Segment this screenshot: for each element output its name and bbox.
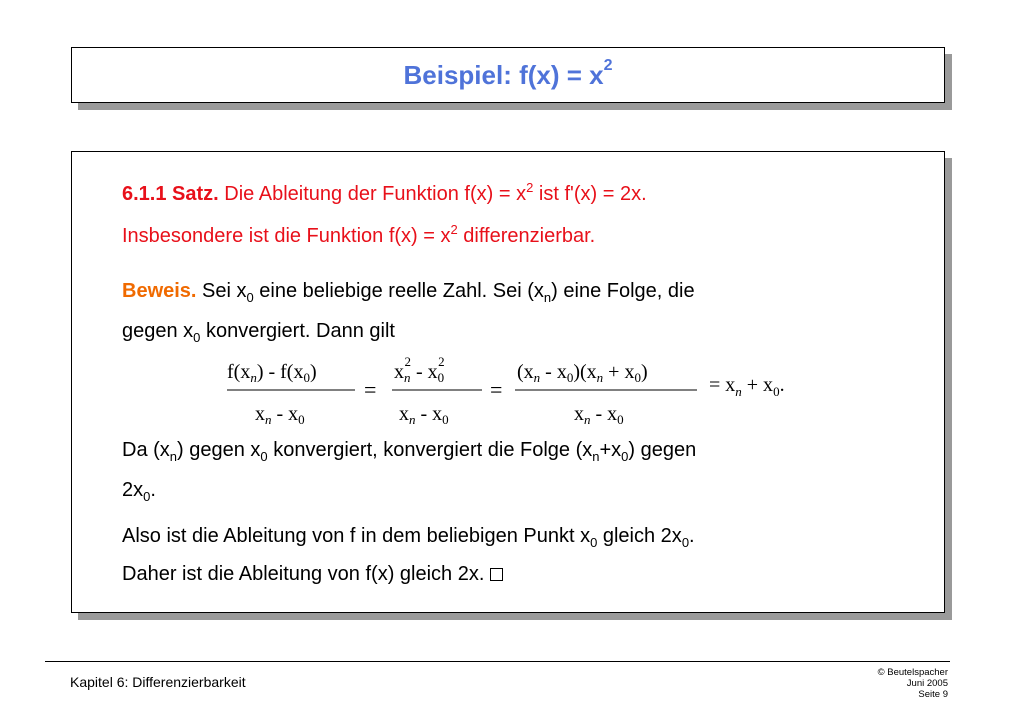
satz-text: differenzierbar. xyxy=(457,225,596,247)
subscript: 0 xyxy=(260,449,268,464)
formula-glyph: f(x xyxy=(227,361,251,383)
subscript: n xyxy=(592,449,600,464)
conclusion-line-4 xyxy=(122,562,503,586)
difference-quotient-formula xyxy=(227,350,697,430)
text: gegen x xyxy=(122,320,194,342)
subscript: 0 xyxy=(681,535,690,550)
formula-glyph: ) - f(x xyxy=(256,361,304,383)
text: ) gegen x xyxy=(177,439,261,461)
equals-sign-2: = xyxy=(490,377,503,402)
formula-svg xyxy=(227,350,697,430)
formula-glyph: n xyxy=(596,370,604,385)
footer-divider xyxy=(45,661,950,662)
formula-glyph: x xyxy=(574,403,584,425)
text: 2x xyxy=(122,479,144,501)
satz-label: 6.1.1 Satz. xyxy=(122,183,219,205)
formula-glyph: 0 xyxy=(442,412,449,427)
formula-glyph: + x xyxy=(603,361,635,383)
text: . xyxy=(150,479,156,501)
equals-sign-3: = xyxy=(709,374,721,396)
text: Also ist die Ableitung von f in dem beliebigen Punkt x xyxy=(122,525,591,547)
formula-glyph: - x xyxy=(415,403,443,425)
footer-copyright: © Beutelspacher xyxy=(877,667,948,678)
subscript: 0 xyxy=(590,535,598,550)
formula-glyph: n xyxy=(533,370,541,385)
text: . xyxy=(779,374,785,396)
text-group xyxy=(122,438,696,464)
text: ) gegen xyxy=(628,439,697,461)
formula-glyph: x xyxy=(255,403,265,425)
satz-text: ist f'(x) = 2x. xyxy=(533,183,647,205)
text: Sei x xyxy=(202,280,247,302)
subscript: n xyxy=(543,290,552,305)
text: konvergiert, konvergiert die Folge (x xyxy=(267,439,593,461)
text: +x xyxy=(599,439,622,461)
formula-glyph: ) xyxy=(309,361,317,383)
conclusion-line-3 xyxy=(122,524,695,550)
text: konvergiert. Dann gilt xyxy=(200,320,395,342)
beweis-label: Beweis. xyxy=(122,280,197,302)
text: x xyxy=(725,374,736,396)
text: gleich 2x xyxy=(597,525,682,547)
subscript: 0 xyxy=(773,384,780,399)
text: + x xyxy=(741,374,774,396)
fraction-1-denominator xyxy=(255,403,305,427)
subscript: 0 xyxy=(143,489,151,504)
formula-glyph: 0 xyxy=(303,370,310,385)
equals-sign-1: = xyxy=(364,377,377,402)
fraction-3-numerator xyxy=(517,361,648,385)
subscript: n xyxy=(169,449,178,464)
formula-glyph: n xyxy=(584,412,591,427)
satz-line-2 xyxy=(122,224,595,250)
text: . xyxy=(689,525,695,547)
beweis-line-1 xyxy=(122,279,922,305)
formula-glyph: 0 xyxy=(437,370,445,385)
formula-glyph: - x xyxy=(540,361,567,383)
subscript: 0 xyxy=(193,330,201,345)
content-box xyxy=(71,151,945,613)
fraction-2-numerator xyxy=(394,354,445,385)
formula-result xyxy=(709,374,785,397)
qed-square-icon xyxy=(490,568,503,581)
text: eine beliebige reelle Zahl. Sei (x xyxy=(253,280,544,302)
text: Da (x xyxy=(122,439,170,461)
formula-glyph: n xyxy=(265,412,272,427)
subscript: n xyxy=(735,384,742,399)
title-exponent: 2 xyxy=(603,57,613,74)
footer-chapter: Kapitel 6: Differenzierbarkeit xyxy=(70,674,246,690)
footer-date: Juni 2005 xyxy=(906,678,948,689)
formula-glyph: n xyxy=(250,370,257,385)
satz-text: Insbesondere ist die Funktion f(x) = x xyxy=(122,225,451,247)
footer-info xyxy=(878,667,948,700)
formula-glyph: (x xyxy=(517,361,534,383)
fraction-2-denominator xyxy=(399,403,449,427)
beweis-line-2 xyxy=(122,319,395,345)
formula-glyph: ) xyxy=(640,361,648,383)
formula-glyph: 0 xyxy=(566,370,574,385)
satz-text: Die Ableitung der Funktion f(x) = x xyxy=(224,183,527,205)
satz-line-1 xyxy=(122,182,647,208)
footer-page-number: Seite 9 xyxy=(918,689,948,700)
slide-title xyxy=(72,57,944,91)
formula-glyph: 0 xyxy=(617,412,624,427)
fraction-1-numerator xyxy=(227,361,317,385)
formula-glyph: - x xyxy=(411,361,438,383)
beweis-start xyxy=(122,279,695,305)
text: Daher ist die Ableitung von f(x) gleich 2x. xyxy=(122,563,485,585)
conclusion-line-2 xyxy=(122,478,156,504)
subscript: 0 xyxy=(621,449,629,464)
formula-glyph: x xyxy=(399,403,409,425)
formula-glyph: - x xyxy=(271,403,299,425)
formula-glyph: )(x xyxy=(573,361,597,383)
exponent: 2 xyxy=(526,180,534,195)
formula-glyph: n xyxy=(409,412,416,427)
formula-glyph: x xyxy=(394,361,404,383)
fraction-3-denominator xyxy=(574,403,624,427)
formula-glyph: n xyxy=(404,370,411,385)
formula-glyph: 0 xyxy=(634,370,641,385)
formula-glyph: 2 xyxy=(438,354,445,369)
title-text: Beispiel: f(x) = x xyxy=(403,60,604,90)
title-box xyxy=(71,47,945,103)
conclusion-line-1 xyxy=(122,438,922,464)
subscript: 0 xyxy=(246,290,254,305)
formula-glyph: 0 xyxy=(298,412,305,427)
formula-glyph: - x xyxy=(590,403,618,425)
formula-glyph: 2 xyxy=(404,354,411,369)
text: ) eine Folge, die xyxy=(551,280,695,302)
exponent: 2 xyxy=(450,222,458,237)
